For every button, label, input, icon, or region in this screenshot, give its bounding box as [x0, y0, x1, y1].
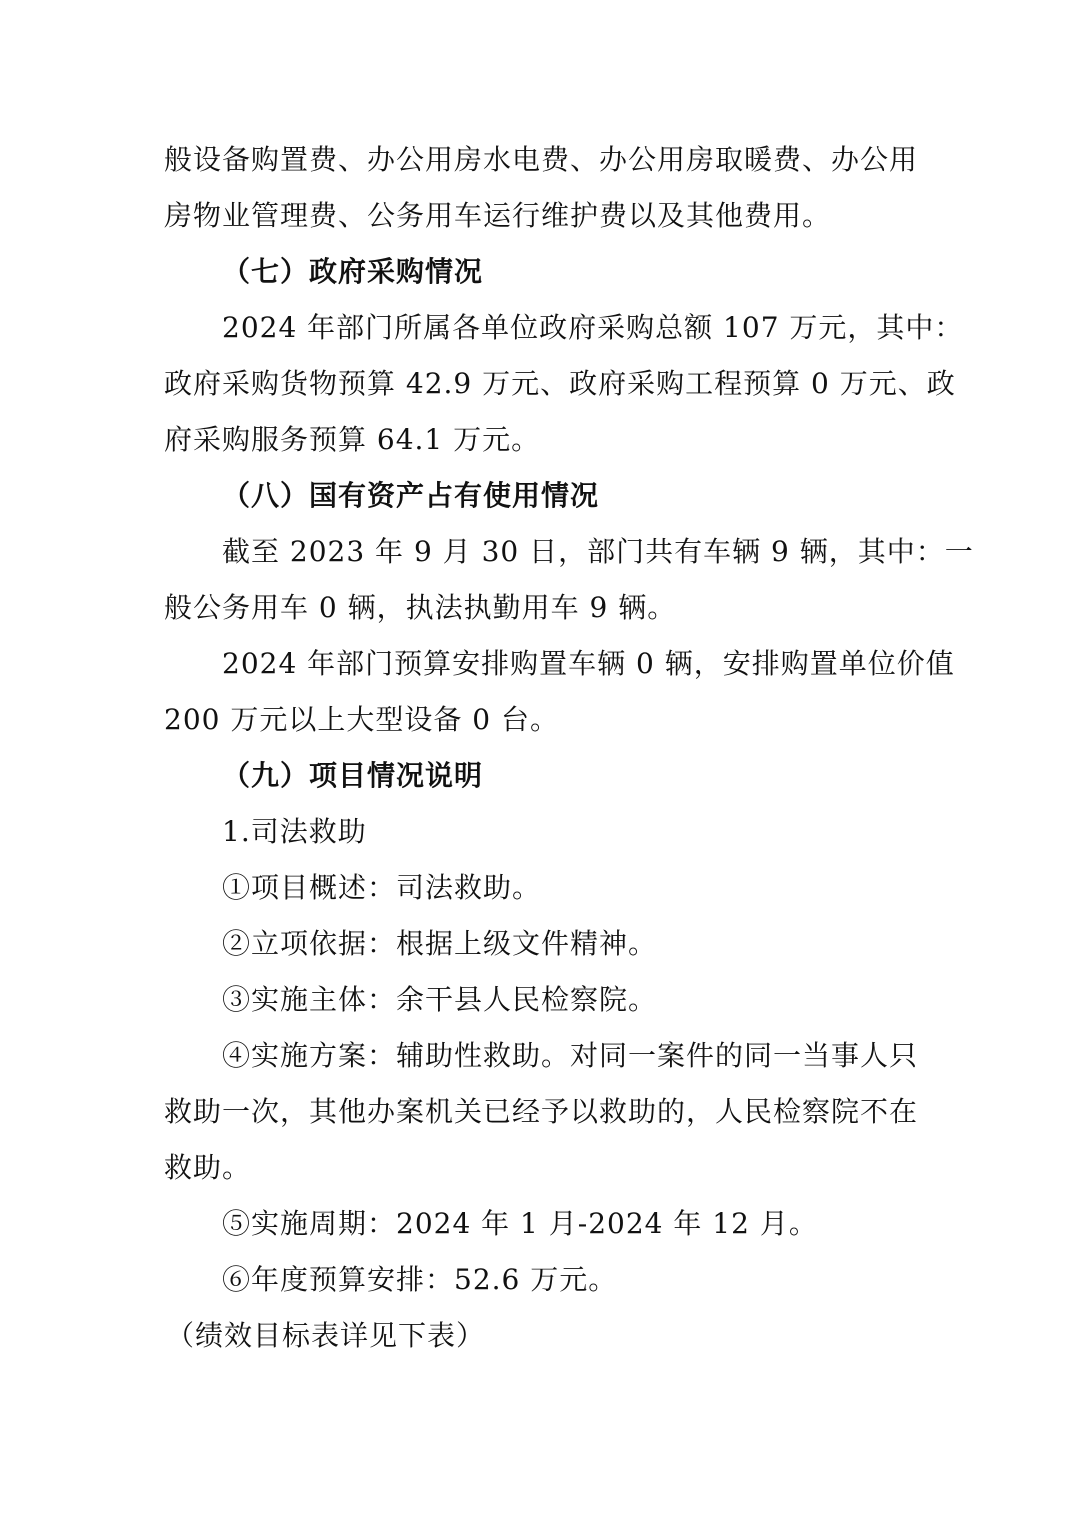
paragraph-line: 200 万元以上大型设备 0 台。	[164, 703, 559, 736]
section-heading-projects: （九）项目情况说明	[222, 759, 484, 792]
project-item: ②立项依据：根据上级文件精神。	[222, 927, 658, 960]
paragraph-line: 房物业管理费、公务用车运行维护费以及其他费用。	[164, 199, 832, 232]
project-item: ⑤实施周期：2024 年 1 月-2024 年 12 月。	[222, 1207, 818, 1240]
paragraph-line: 救助一次，其他办案机关已经予以救助的，人民检察院不在	[164, 1095, 919, 1128]
paragraph-line: 府采购服务预算 64.1 万元。	[164, 423, 541, 456]
project-item: ⑥年度预算安排：52.6 万元。	[222, 1263, 618, 1296]
paragraph-line: 2024 年部门所属各单位政府采购总额 107 万元，其中：	[222, 311, 964, 344]
paragraph-line: 般设备购置费、办公用房水电费、办公用房取暖费、办公用	[164, 143, 919, 176]
project-item: ③实施主体：余干县人民检察院。	[222, 983, 658, 1016]
paragraph-line: 政府采购货物预算 42.9 万元、政府采购工程预算 0 万元、政	[164, 367, 956, 400]
section-heading-procurement: （七）政府采购情况	[222, 255, 484, 288]
project-item: ①项目概述：司法救助。	[222, 871, 542, 904]
section-heading-assets: （八）国有资产占有使用情况	[222, 479, 600, 512]
paragraph-line: 2024 年部门预算安排购置车辆 0 辆，安排购置单位价值	[222, 647, 955, 680]
project-item: ④实施方案：辅助性救助。对同一案件的同一当事人只	[222, 1039, 919, 1072]
paragraph-line: 截至 2023 年 9 月 30 日，部门共有车辆 9 辆，其中：一	[222, 535, 974, 568]
paragraph-line: 般公务用车 0 辆，执法执勤用车 9 辆。	[164, 591, 677, 624]
table-note: （绩效目标表详见下表）	[166, 1319, 486, 1352]
paragraph-line: 救助。	[164, 1151, 252, 1184]
project-title: 1.司法救助	[222, 815, 367, 848]
